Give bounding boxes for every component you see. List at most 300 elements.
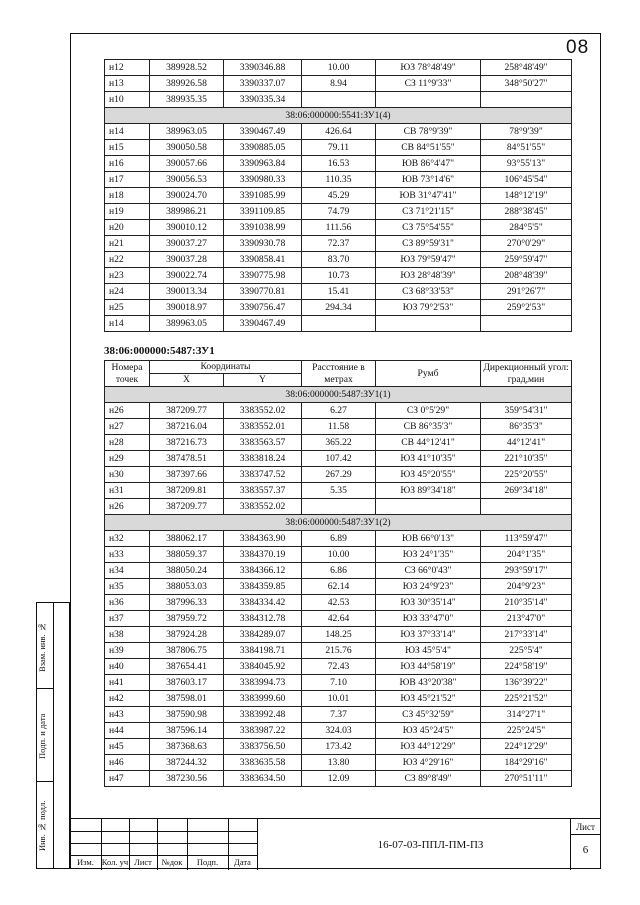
document-number: 16-07-03-ППЛ-ПМ-ПЗ — [377, 839, 484, 851]
distance-cell: 111.56 — [302, 220, 376, 236]
point-cell: н30 — [105, 467, 150, 483]
rumb-cell: СВ 86°35'3" — [376, 419, 481, 435]
point-cell: н35 — [105, 579, 150, 595]
table-row — [105, 611, 572, 627]
angle-cell: 184°29'16" — [481, 755, 572, 771]
point-cell: н47 — [105, 771, 150, 787]
x-cell: 390056.53 — [150, 172, 224, 188]
point-cell: н25 — [105, 300, 150, 316]
y-cell: 3390467.49 — [224, 316, 302, 332]
distance-cell: 7.37 — [302, 707, 376, 723]
angle-cell — [481, 499, 572, 515]
distance-cell: 8.94 — [302, 76, 376, 92]
y-cell: 3391109.85 — [224, 204, 302, 220]
point-cell: н40 — [105, 659, 150, 675]
table-row — [105, 771, 572, 787]
distance-cell: 6.89 — [302, 531, 376, 547]
table-row — [105, 707, 572, 723]
rumb-cell: СЗ 68°33'53" — [376, 284, 481, 300]
distance-cell: 16.53 — [302, 156, 376, 172]
point-cell: н41 — [105, 675, 150, 691]
point-cell: н36 — [105, 595, 150, 611]
point-cell: н31 — [105, 483, 150, 499]
rumb-cell: СЗ 11°9'33" — [376, 76, 481, 92]
point-cell: н43 — [105, 707, 150, 723]
angle-cell: 291°26'7" — [481, 284, 572, 300]
table-row — [105, 675, 572, 691]
rumb-cell: СЗ 89°59'31" — [376, 236, 481, 252]
y-cell: 3383992.48 — [224, 707, 302, 723]
x-cell: 387478.51 — [150, 451, 224, 467]
label-ndok: №док — [161, 857, 183, 867]
x-cell: 390037.28 — [150, 252, 224, 268]
angle-cell: 258°48'49" — [481, 60, 572, 76]
point-cell: н15 — [105, 140, 150, 156]
label-podp: Подп. — [196, 857, 219, 867]
angle-cell: 106°45'54" — [481, 172, 572, 188]
rumb-cell: ЮВ 73°14'6" — [376, 172, 481, 188]
rumb-cell: ЮВ 66°0'13" — [376, 531, 481, 547]
angle-cell: 259°59'47" — [481, 252, 572, 268]
y-cell: 3384370.19 — [224, 547, 302, 563]
y-cell: 3390346.88 — [224, 60, 302, 76]
rumb-cell: ЮВ 43°20'38" — [376, 675, 481, 691]
table-row — [105, 419, 572, 435]
rumb-cell: СВ 44°12'41" — [376, 435, 481, 451]
point-cell: н26 — [105, 403, 150, 419]
x-cell: 387216.04 — [150, 419, 224, 435]
angle-cell: 213°47'0" — [481, 611, 572, 627]
x-cell: 387230.56 — [150, 771, 224, 787]
header-points: Номера точек — [105, 361, 150, 387]
distance-cell: 11.58 — [302, 419, 376, 435]
x-cell: 390018.97 — [150, 300, 224, 316]
rumb-cell: СЗ 66°0'43" — [376, 563, 481, 579]
distance-cell: 148.25 — [302, 627, 376, 643]
vzam-label: Взам. инв. № — [37, 622, 47, 672]
point-cell: н33 — [105, 547, 150, 563]
point-cell: н22 — [105, 252, 150, 268]
rumb-cell: СЗ 75°54'55" — [376, 220, 481, 236]
angle-cell: 348°50'27" — [481, 76, 572, 92]
x-cell: 387216.73 — [150, 435, 224, 451]
distance-cell: 79.11 — [302, 140, 376, 156]
rumb-cell: СЗ 45°32'59" — [376, 707, 481, 723]
rumb-cell: ЮВ 86°4'47" — [376, 156, 481, 172]
x-cell: 387397.66 — [150, 467, 224, 483]
y-cell: 3383563.57 — [224, 435, 302, 451]
rumb-cell: ЮЗ 45°21'52" — [376, 691, 481, 707]
rumb-cell: ЮЗ 79°2'53" — [376, 300, 481, 316]
table-row — [105, 435, 572, 451]
point-cell: н13 — [105, 76, 150, 92]
sheet-number: 08 — [566, 37, 590, 58]
label-list: Лист — [134, 857, 152, 867]
table-row — [105, 723, 572, 739]
angle-cell: 221°10'35" — [481, 451, 572, 467]
table-row — [105, 300, 572, 316]
table-row — [105, 579, 572, 595]
rumb-cell: ЮЗ 30°35'14" — [376, 595, 481, 611]
rumb-cell: СВ 78°9'39" — [376, 124, 481, 140]
sheet-label: Лист — [576, 822, 595, 832]
y-cell: 3383987.22 — [224, 723, 302, 739]
distance-cell: 426.64 — [302, 124, 376, 140]
y-cell: 3390858.41 — [224, 252, 302, 268]
x-cell: 390050.58 — [150, 140, 224, 156]
section-label: 38:06:000000:5541:ЗУ1(4) — [105, 108, 572, 124]
distance-cell: 294.34 — [302, 300, 376, 316]
x-cell: 388062.17 — [150, 531, 224, 547]
y-cell: 3383557.37 — [224, 483, 302, 499]
x-cell: 387590.98 — [150, 707, 224, 723]
distance-cell: 6.86 — [302, 563, 376, 579]
header-distance: Расстояние в метрах — [302, 361, 376, 387]
x-cell: 388050.24 — [150, 563, 224, 579]
angle-cell: 204°9'23" — [481, 579, 572, 595]
x-cell: 387806.75 — [150, 643, 224, 659]
distance-cell — [302, 499, 376, 515]
rumb-cell: ЮВ 31°47'41" — [376, 188, 481, 204]
angle-cell: 93°55'13" — [481, 156, 572, 172]
coordinates-table-1 — [104, 59, 572, 332]
table-row — [105, 204, 572, 220]
table-row — [105, 284, 572, 300]
distance-cell: 10.00 — [302, 60, 376, 76]
distance-cell: 365.22 — [302, 435, 376, 451]
y-cell: 3384366.12 — [224, 563, 302, 579]
y-cell: 3383994.73 — [224, 675, 302, 691]
angle-cell: 359°54'31" — [481, 403, 572, 419]
x-cell: 390024.70 — [150, 188, 224, 204]
distance-cell: 7.10 — [302, 675, 376, 691]
angle-cell: 314°27'1" — [481, 707, 572, 723]
distance-cell: 42.53 — [302, 595, 376, 611]
x-cell: 387924.28 — [150, 627, 224, 643]
x-cell: 387368.63 — [150, 739, 224, 755]
x-cell: 387209.81 — [150, 483, 224, 499]
y-cell: 3383747.52 — [224, 467, 302, 483]
section-label: 38:06:000000:5487:ЗУ1(2) — [105, 515, 572, 531]
sheet-value: 6 — [582, 844, 589, 856]
distance-cell: 42.64 — [302, 611, 376, 627]
y-cell: 3384312.78 — [224, 611, 302, 627]
distance-cell: 10.73 — [302, 268, 376, 284]
point-cell: н38 — [105, 627, 150, 643]
table-row — [105, 76, 572, 92]
distance-cell: 13.80 — [302, 755, 376, 771]
angle-cell: 224°12'29" — [481, 739, 572, 755]
x-cell: 390037.27 — [150, 236, 224, 252]
distance-cell: 10.00 — [302, 547, 376, 563]
point-cell: н44 — [105, 723, 150, 739]
rumb-cell: ЮЗ 4°29'16" — [376, 755, 481, 771]
x-cell: 390057.66 — [150, 156, 224, 172]
point-cell: н42 — [105, 691, 150, 707]
distance-cell: 324.03 — [302, 723, 376, 739]
y-cell: 3390756.47 — [224, 300, 302, 316]
inv-label: Инв. № подл. — [37, 800, 47, 852]
label-data: Дата — [234, 857, 251, 867]
rumb-cell — [376, 316, 481, 332]
distance-cell: 110.35 — [302, 172, 376, 188]
title-block — [70, 818, 601, 870]
angle-cell: 84°51'55" — [481, 140, 572, 156]
angle-cell: 224°58'19" — [481, 659, 572, 675]
distance-cell: 45.29 — [302, 188, 376, 204]
angle-cell: 86°35'3" — [481, 419, 572, 435]
angle-cell: 204°1'35" — [481, 547, 572, 563]
angle-cell — [481, 92, 572, 108]
table-row — [105, 643, 572, 659]
y-cell: 3383818.24 — [224, 451, 302, 467]
rumb-cell: ЮЗ 45°24'5" — [376, 723, 481, 739]
x-cell: 389986.21 — [150, 204, 224, 220]
y-cell: 3390770.81 — [224, 284, 302, 300]
header-angle: Дирекционный угол: град,мин — [481, 361, 572, 387]
section-row — [105, 108, 572, 124]
angle-cell: 225°24'5" — [481, 723, 572, 739]
angle-cell: 270°51'11" — [481, 771, 572, 787]
x-cell: 389963.05 — [150, 316, 224, 332]
point-cell: н18 — [105, 188, 150, 204]
header-rumb: Румб — [376, 361, 481, 387]
point-cell: н45 — [105, 739, 150, 755]
x-cell: 387996.33 — [150, 595, 224, 611]
x-cell: 388059.37 — [150, 547, 224, 563]
distance-cell: 5.35 — [302, 483, 376, 499]
table-row — [105, 124, 572, 140]
podp-label: Подп. и дата — [37, 713, 47, 759]
distance-cell: 72.37 — [302, 236, 376, 252]
y-cell: 3390963.84 — [224, 156, 302, 172]
label-izm: Изм. — [77, 857, 94, 867]
distance-cell — [302, 92, 376, 108]
table-row — [105, 659, 572, 675]
rumb-cell: ЮЗ 33°47'0" — [376, 611, 481, 627]
rumb-cell: ЮЗ 44°58'19" — [376, 659, 481, 675]
x-cell: 387596.14 — [150, 723, 224, 739]
table-row — [105, 499, 572, 515]
table-row — [105, 236, 572, 252]
section-row — [105, 515, 572, 531]
table-row — [105, 595, 572, 611]
table-row — [105, 403, 572, 419]
rumb-cell: СЗ 71°21'15" — [376, 204, 481, 220]
angle-cell: 288°38'45" — [481, 204, 572, 220]
x-cell: 387244.32 — [150, 755, 224, 771]
point-cell: н23 — [105, 268, 150, 284]
angle-cell: 208°48'39" — [481, 268, 572, 284]
table-row — [105, 531, 572, 547]
table-row — [105, 268, 572, 284]
section-row — [105, 387, 572, 403]
point-cell: н39 — [105, 643, 150, 659]
header-coords: Координаты — [150, 361, 302, 374]
y-cell: 3383634.50 — [224, 771, 302, 787]
distance-cell — [302, 316, 376, 332]
distance-cell: 62.14 — [302, 579, 376, 595]
distance-cell: 215.76 — [302, 643, 376, 659]
y-cell: 3390337.07 — [224, 76, 302, 92]
rumb-cell: ЮЗ 24°1'35" — [376, 547, 481, 563]
table-row — [105, 563, 572, 579]
header-x: X — [150, 374, 224, 387]
table-row — [105, 451, 572, 467]
y-cell: 3383635.58 — [224, 755, 302, 771]
rumb-cell: ЮЗ 45°20'55" — [376, 467, 481, 483]
y-cell: 3390885.05 — [224, 140, 302, 156]
x-cell: 390010.12 — [150, 220, 224, 236]
rumb-cell: ЮЗ 41°10'35" — [376, 451, 481, 467]
x-cell: 387209.77 — [150, 403, 224, 419]
point-cell: н37 — [105, 611, 150, 627]
y-cell: 3384359.85 — [224, 579, 302, 595]
y-cell: 3390335.34 — [224, 92, 302, 108]
table-row — [105, 156, 572, 172]
y-cell: 3384198.71 — [224, 643, 302, 659]
x-cell: 387209.77 — [150, 499, 224, 515]
point-cell: н27 — [105, 419, 150, 435]
x-cell: 387654.41 — [150, 659, 224, 675]
angle-cell: 148°12'19" — [481, 188, 572, 204]
rumb-cell: ЮЗ 45°5'4" — [376, 643, 481, 659]
side-stamp — [36, 602, 70, 869]
x-cell: 387603.17 — [150, 675, 224, 691]
angle-cell: 284°5'5" — [481, 220, 572, 236]
table-row — [105, 483, 572, 499]
point-cell: н21 — [105, 236, 150, 252]
point-cell: н26 — [105, 499, 150, 515]
x-cell: 389935.35 — [150, 92, 224, 108]
distance-cell: 173.42 — [302, 739, 376, 755]
table-row — [105, 691, 572, 707]
y-cell: 3391085.99 — [224, 188, 302, 204]
y-cell: 3391038.99 — [224, 220, 302, 236]
y-cell: 3390930.78 — [224, 236, 302, 252]
x-cell: 387959.72 — [150, 611, 224, 627]
angle-cell: 270°0'29" — [481, 236, 572, 252]
angle-cell: 293°59'17" — [481, 563, 572, 579]
rumb-cell: ЮЗ 44°12'29" — [376, 739, 481, 755]
x-cell: 389963.05 — [150, 124, 224, 140]
point-cell: н28 — [105, 435, 150, 451]
rumb-cell: ЮЗ 24°9'23" — [376, 579, 481, 595]
x-cell: 389926.58 — [150, 76, 224, 92]
angle-cell: 136°39'22" — [481, 675, 572, 691]
distance-cell: 15.41 — [302, 284, 376, 300]
x-cell: 390022.74 — [150, 268, 224, 284]
table-row — [105, 755, 572, 771]
section-label: 38:06:000000:5487:ЗУ1(1) — [105, 387, 572, 403]
distance-cell: 6.27 — [302, 403, 376, 419]
table-row — [105, 627, 572, 643]
rumb-cell: ЮЗ 37°33'14" — [376, 627, 481, 643]
rumb-cell: СЗ 0°5'29" — [376, 403, 481, 419]
x-cell: 387598.01 — [150, 691, 224, 707]
y-cell: 3383552.02 — [224, 403, 302, 419]
y-cell: 3383999.60 — [224, 691, 302, 707]
table-row — [105, 467, 572, 483]
angle-cell: 210°35'14" — [481, 595, 572, 611]
y-cell: 3390980.33 — [224, 172, 302, 188]
table-row — [105, 316, 572, 332]
rumb-cell: СВ 84°51'55" — [376, 140, 481, 156]
rumb-cell: СЗ 89°8'49" — [376, 771, 481, 787]
rumb-cell — [376, 499, 481, 515]
coordinates-table-2 — [104, 360, 572, 787]
rumb-cell: ЮЗ 79°59'47" — [376, 252, 481, 268]
distance-cell: 10.01 — [302, 691, 376, 707]
y-cell: 3390775.98 — [224, 268, 302, 284]
angle-cell: 78°9'39" — [481, 124, 572, 140]
point-cell: н12 — [105, 60, 150, 76]
angle-cell: 225°5'4" — [481, 643, 572, 659]
distance-cell: 107.42 — [302, 451, 376, 467]
distance-cell: 12.09 — [302, 771, 376, 787]
point-cell: н32 — [105, 531, 150, 547]
angle-cell — [481, 316, 572, 332]
angle-cell: 259°2'53" — [481, 300, 572, 316]
table-row — [105, 60, 572, 76]
header-y: Y — [224, 374, 302, 387]
angle-cell: 113°59'47" — [481, 531, 572, 547]
angle-cell: 217°33'14" — [481, 627, 572, 643]
y-cell: 3384363.90 — [224, 531, 302, 547]
y-cell: 3383756.50 — [224, 739, 302, 755]
label-kol-uch: Кол. уч — [101, 857, 129, 867]
x-cell: 389928.52 — [150, 60, 224, 76]
table-row — [105, 220, 572, 236]
table-row — [105, 739, 572, 755]
table-row — [105, 547, 572, 563]
distance-cell: 83.70 — [302, 252, 376, 268]
distance-cell: 74.79 — [302, 204, 376, 220]
point-cell: н16 — [105, 156, 150, 172]
point-cell: н14 — [105, 316, 150, 332]
angle-cell: 269°34'18" — [481, 483, 572, 499]
table-row — [105, 252, 572, 268]
point-cell: н46 — [105, 755, 150, 771]
point-cell: н20 — [105, 220, 150, 236]
y-cell: 3383552.01 — [224, 419, 302, 435]
point-cell: н14 — [105, 124, 150, 140]
rumb-cell — [376, 92, 481, 108]
point-cell: н10 — [105, 92, 150, 108]
cadastral-title: 38:06:000000:5487:ЗУ1 — [104, 345, 215, 357]
angle-cell: 44°12'41" — [481, 435, 572, 451]
y-cell: 3390467.49 — [224, 124, 302, 140]
table-row — [105, 188, 572, 204]
y-cell: 3384334.42 — [224, 595, 302, 611]
rumb-cell: ЮЗ 78°48'49" — [376, 60, 481, 76]
table-row — [105, 140, 572, 156]
y-cell: 3384289.07 — [224, 627, 302, 643]
x-cell: 388053.03 — [150, 579, 224, 595]
table-row — [105, 172, 572, 188]
point-cell: н29 — [105, 451, 150, 467]
angle-cell: 225°20'55" — [481, 467, 572, 483]
distance-cell: 72.43 — [302, 659, 376, 675]
rumb-cell: ЮЗ 89°34'18" — [376, 483, 481, 499]
point-cell: н24 — [105, 284, 150, 300]
table-row — [105, 92, 572, 108]
distance-cell: 267.29 — [302, 467, 376, 483]
point-cell: н34 — [105, 563, 150, 579]
y-cell: 3384045.92 — [224, 659, 302, 675]
x-cell: 390013.34 — [150, 284, 224, 300]
y-cell: 3383552.02 — [224, 499, 302, 515]
